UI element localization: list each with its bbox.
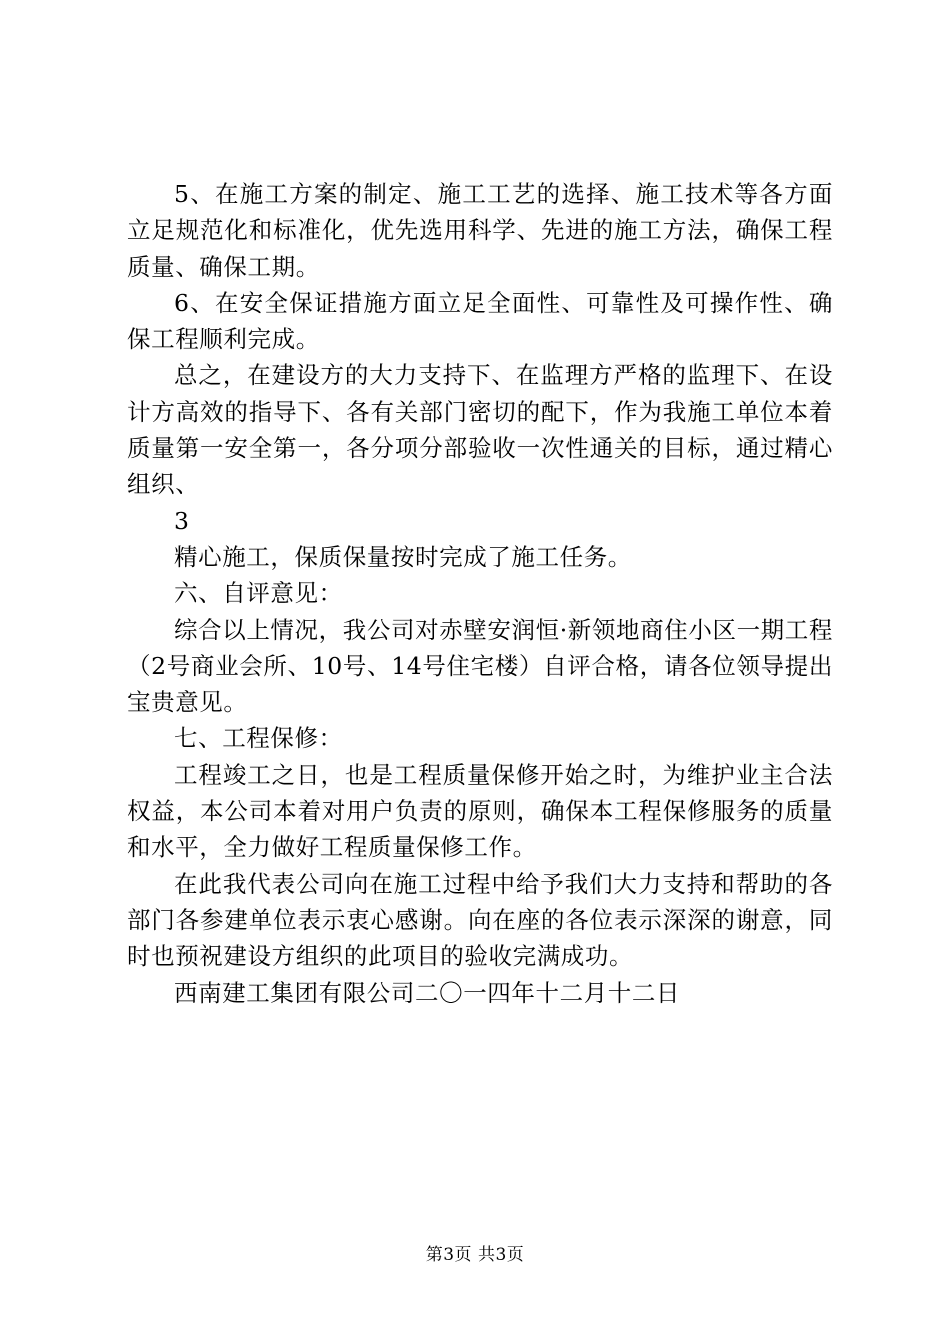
paragraph-thanks: 在此我代表公司向在施工过程中给予我们大力支持和帮助的各部门各参建单位表示衷心感谢。向在座的各位表示深深的谢意，同时也预祝建设方组织的此项目的验收完满成功。 — [127, 869, 833, 971]
paragraph-summary: 总之，在建设方的大力支持下、在监理方严格的监理下、在设计方高效的指导下、各有关部门密切的配下，作为我施工单位本着质量第一安全第一，各分项分部验收一次性通关的目标，通过精心组织、 — [127, 361, 833, 499]
inline-page-number: 3 — [174, 506, 190, 535]
paragraph-safety-measures: 6、在安全保证措施方面立足全面性、可靠性及可操作性、确保工程顺利完成。 — [127, 288, 833, 354]
paragraph-construction-plan: 5、在施工方案的制定、施工工艺的选择、施工技术等各方面立足规范化和标准化，优先选用科学、先进的施工方法，确保工程质量、确保工期。 — [127, 180, 833, 281]
paragraph-self-evaluation: 综合以上情况，我公司对赤壁安润恒·新领地商住小区一期工程（2号商业会所、10号、14号住宅楼）自评合格，请各位领导提出宝贵意见。 — [127, 615, 833, 717]
signature-line: 西南建工集团有限公司二〇一四年十二月十二日 — [174, 978, 681, 1007]
paragraph-summary-continued: 精心施工，保质保量按时完成了施工任务。 — [174, 542, 632, 571]
heading-self-evaluation: 六、自评意见： — [174, 579, 343, 608]
heading-warranty: 七、工程保修： — [174, 724, 343, 753]
document-body — [127, 176, 833, 1011]
page-number-label: 第3页 共3页 — [425, 1245, 525, 1265]
page-footer — [0, 1244, 950, 1266]
paragraph-warranty: 工程竣工之日，也是工程质量保修开始之时，为维护业主合法权益，本公司本着对用户负责的原则，确保本工程保修服务的质量和水平，全力做好工程质量保修工作。 — [127, 760, 833, 862]
